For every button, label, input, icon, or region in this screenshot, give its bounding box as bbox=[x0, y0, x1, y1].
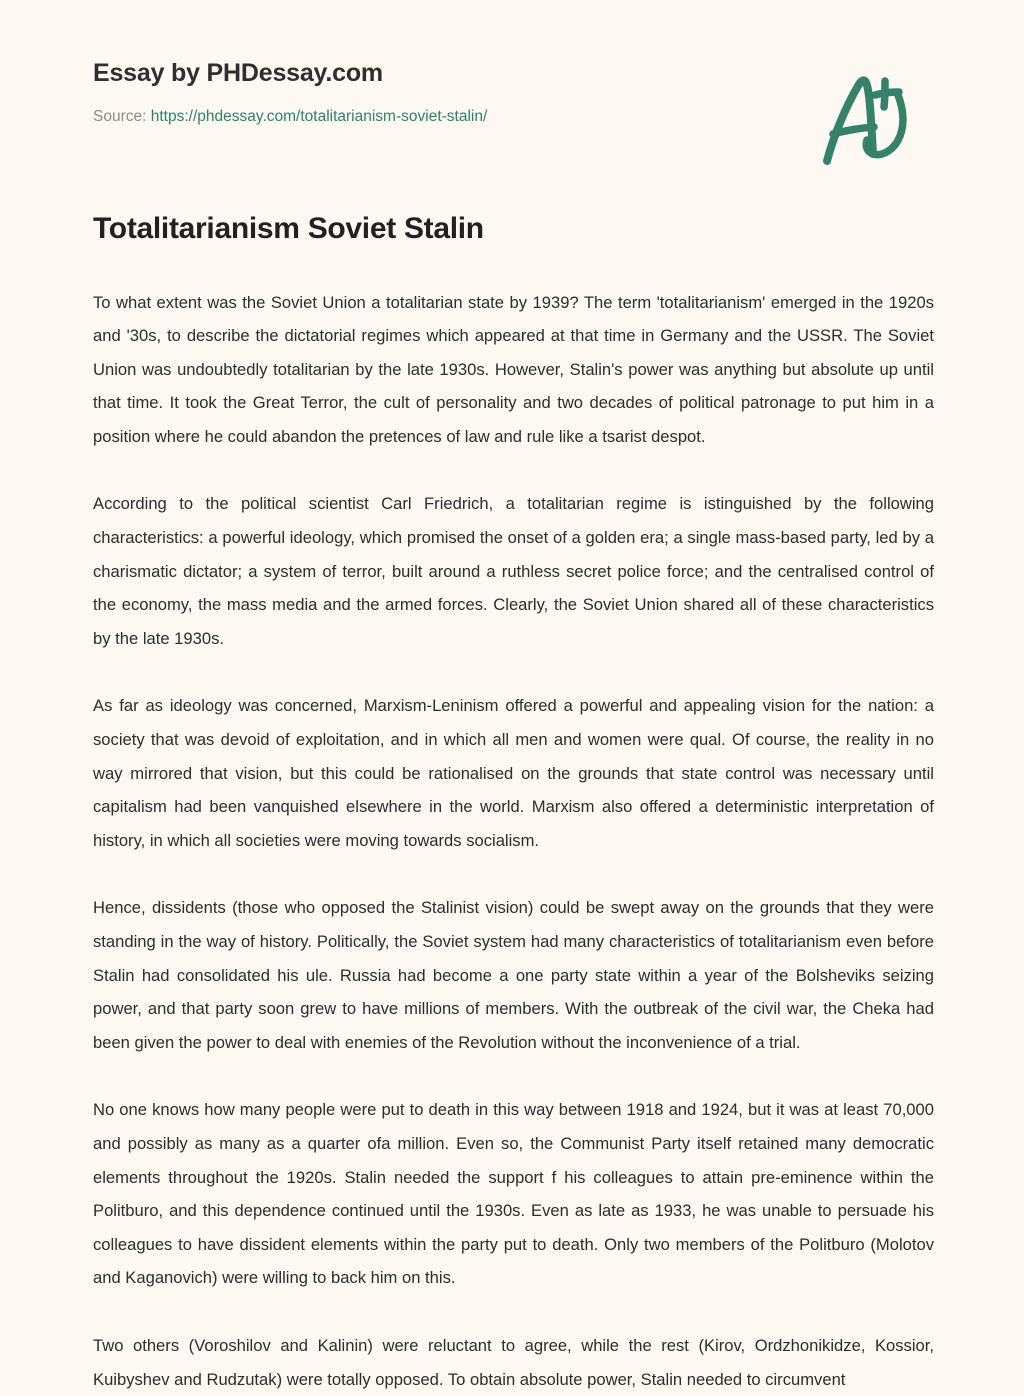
brand-title: Essay by PHDessay.com bbox=[93, 58, 934, 88]
source-line bbox=[93, 107, 934, 127]
paragraph: To what extent was the Soviet Union a totalitarian state by 1939? The term 'totalitarianism' emerged in the 1920s and '30s, to describe the dictatorial regimes which appeared at that time in Germany and the USSR. The Soviet Union was undoubtedly totalitarian by the late 1930s. However, Stalin's power was anything but absolute up until that time. It took the Great Terror, the cult of personality and two decades of political patronage to put him in a position where he could abandon the pretences of law and rule like a tsarist despot. bbox=[93, 286, 934, 454]
aplus-logo-icon bbox=[815, 62, 919, 170]
article-body bbox=[93, 286, 934, 1396]
paragraph: No one knows how many people were put to death in this way between 1918 and 1924, but it was at least 70,000 and possibly as many as a quarter ofa million. Even so, the Communist Party itself retained many democratic elements throughout the 1920s. Stalin needed the support f his colleagues to attain pre-eminence within the Politburo, and this dependence continued until the 1930s. Even as late as 1933, he was unable to persuade his colleagues to have dissident elements within the party put to death. Only two members of the Politburo (Molotov and Kaganovich) were willing to back him on this. bbox=[93, 1093, 934, 1295]
paragraph: Hence, dissidents (those who opposed the Stalinist vision) could be swept away on the grounds that they were standing in the way of history. Politically, the Soviet system had many characteristics of totalitarianism even before Stalin had consolidated his ule. Russia had become a one party state within a year of the Bolsheviks seizing power, and that party soon grew to have millions of members. With the outbreak of the civil war, the Cheka had been given the power to deal with enemies of the Revolution without the inconvenience of a trial. bbox=[93, 891, 934, 1059]
article bbox=[93, 210, 934, 1396]
paragraph: Two others (Voroshilov and Kalinin) were reluctant to agree, while the rest (Kirov, Ordzhonikidze, Kossior, Kuibyshev and Rudzutak) were totally opposed. To obtain absolute power, Stalin needed to circumvent bbox=[93, 1329, 934, 1396]
source-label: Source: bbox=[93, 108, 146, 125]
paragraph: According to the political scientist Carl Friedrich, a totalitarian regime is istinguished by the following characteristics: a powerful ideology, which promised the onset of a golden era; a single mass-based party, led by a charismatic dictator; a system of terror, built around a ruthless secret police force; and the centralised control of the economy, the mass media and the armed forces. Clearly, the Soviet Union shared all of these characteristics by the late 1930s. bbox=[93, 487, 934, 655]
paragraph: As far as ideology was concerned, Marxism-Leninism offered a powerful and appealing vision for the nation: a society that was devoid of exploitation, and in which all men and women were qual. Of course, the reality in no way mirrored that vision, but this could be rationalised on the grounds that state control was necessary until capitalism had been vanquished elsewhere in the world. Marxism also offered a deterministic interpretation of history, in which all societies were moving towards socialism. bbox=[93, 689, 934, 857]
page-header bbox=[93, 58, 934, 178]
page-title: Totalitarianism Soviet Stalin bbox=[93, 210, 934, 248]
source-url-link[interactable]: https://phdessay.com/totalitarianism-soviet-stalin/ bbox=[151, 108, 488, 125]
